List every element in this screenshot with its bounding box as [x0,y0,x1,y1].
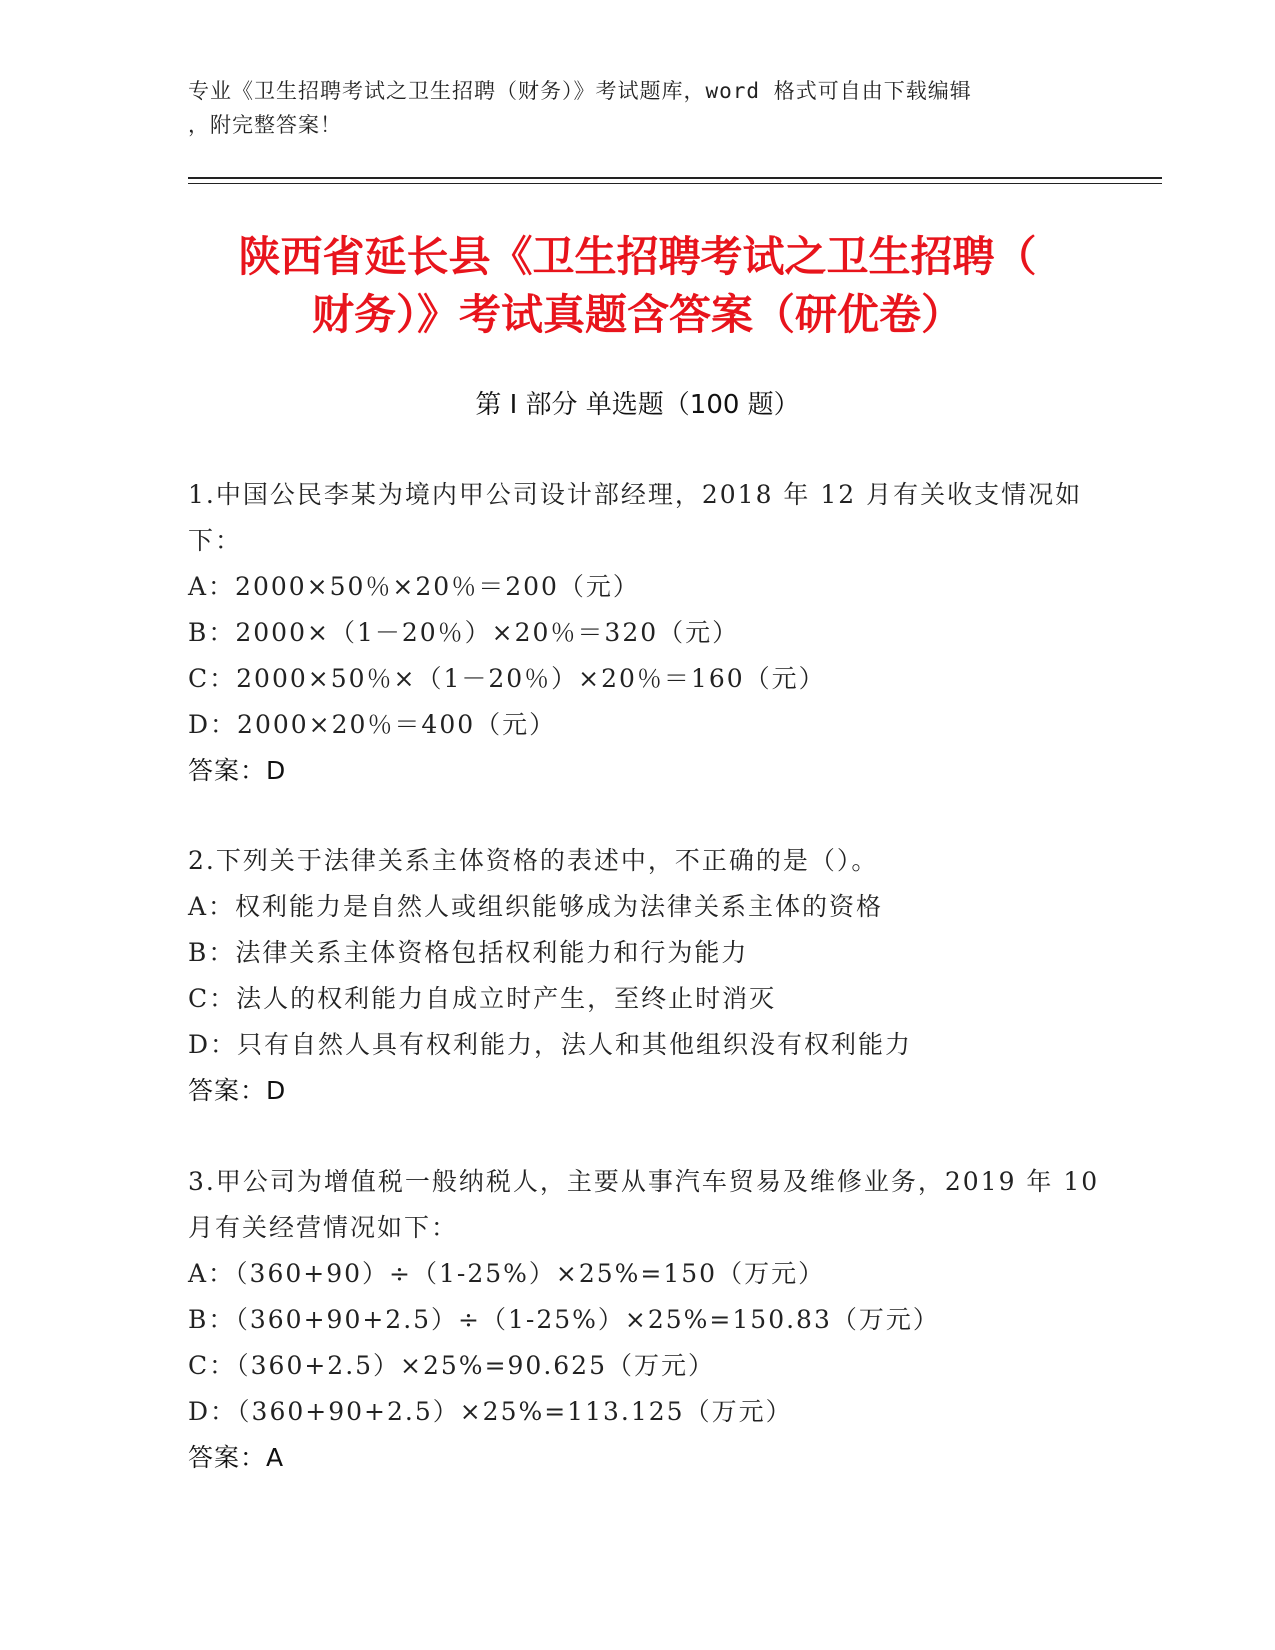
option-a: A：2000×50％×20％＝200（元） [188,572,640,601]
option-a: A：（360+90）÷（1-25%）×25%=150（万元） [188,1259,826,1288]
option-d: D：2000×20％＝400（元） [188,710,557,739]
header-rule-thin [188,183,1162,184]
header-note [188,74,1088,142]
header-note-line-2: ，附完整答案！ [188,113,342,137]
option-c: C：2000×50％×（1－20％）×20％＝160（元） [188,664,826,693]
header-note-line-1: 专业《卫生招聘考试之卫生招聘（财务）》考试题库，word 格式可自由下载编辑 [188,79,972,103]
question-stem: 3.甲公司为增值税一般纳税人，主要从事汽车贸易及维修业务，2019 年 10 月有关经营情况如下： [188,1167,1100,1242]
option-c: C：（360+2.5）×25%=90.625（万元） [188,1351,715,1380]
option-d: D：只有自然人具有权利能力，法人和其他组织没有权利能力 [188,1030,913,1059]
title-line-2: 财务）》考试真题含答案（研优卷） [311,290,963,339]
option-b: B：（360+90+2.5）÷（1-25%）×25%=150.83（万元） [188,1305,940,1334]
header-rule-thick [188,177,1162,179]
option-c: C：法人的权利能力自成立时产生，至终止时消灭 [188,984,777,1013]
option-a: A：权利能力是自然人或组织能够成为法律关系主体的资格 [188,892,884,921]
section-heading: 第 I 部分 单选题（100 题） [475,390,800,420]
answer: 答案：D [188,756,287,785]
question-stem: 1.中国公民李某为境内甲公司设计部经理，2018 年 12 月有关收支情况如下： [188,480,1083,555]
answer: 答案：A [188,1443,285,1472]
question-2 [188,838,1108,1114]
question-stem: 2.下列关于法律关系主体资格的表述中，不正确的是（）。 [188,846,879,875]
question-3 [188,1159,1108,1481]
title-line-1: 陕西省延长县《卫生招聘考试之卫生招聘（ [238,232,1037,281]
answer: 答案：D [188,1076,287,1105]
option-b: B：2000×（1－20％）×20％＝320（元） [188,618,740,647]
option-b: B：法律关系主体资格包括权利能力和行为能力 [188,938,749,967]
option-d: D：（360+90+2.5）×25%=113.125（万元） [188,1397,793,1426]
document-title [140,228,1135,344]
question-1 [188,472,1108,794]
